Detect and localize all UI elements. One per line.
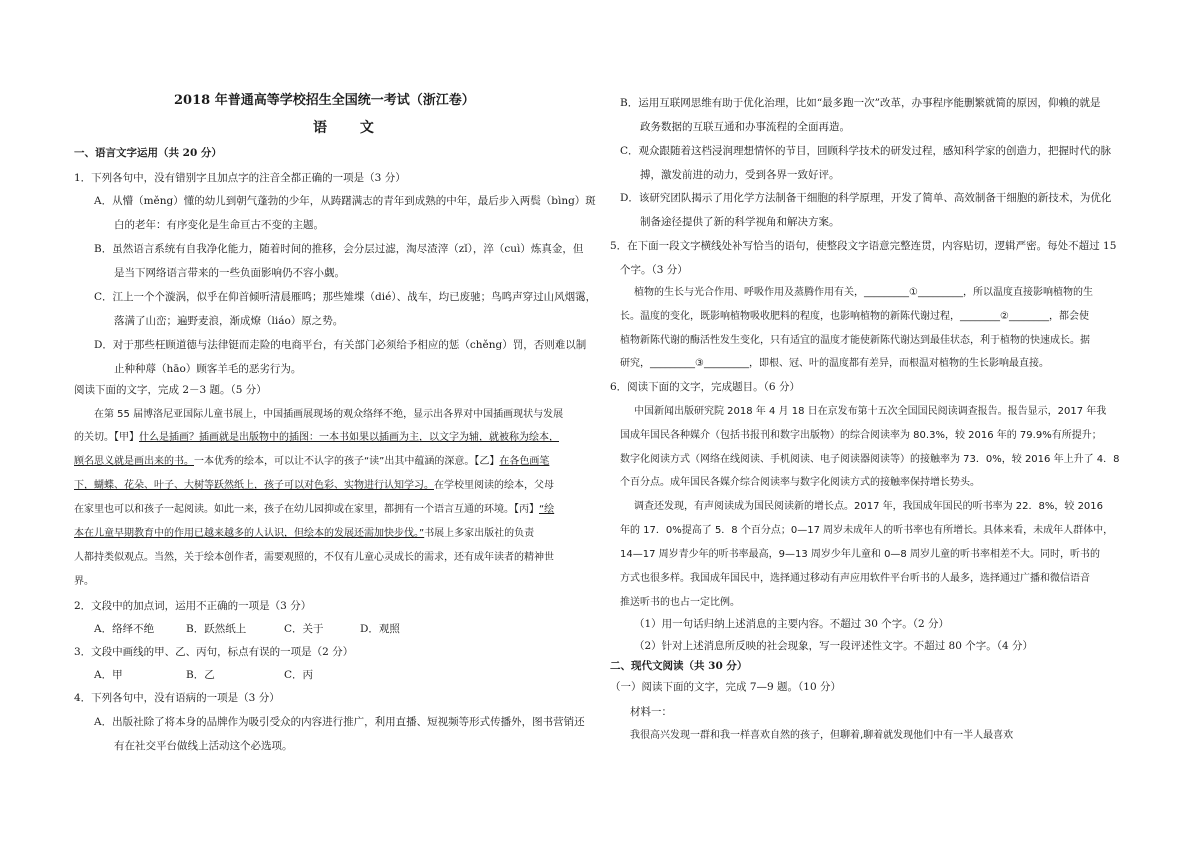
passage-text: 在学校里阅读的绘本，父母 (434, 480, 554, 491)
q5-passage-line-1 (634, 286, 1093, 300)
part-1-instructions: （一）阅读下面的文字，完成 7—9 题。（10 分） (610, 681, 841, 693)
q3-option-c: C．丙 (284, 669, 314, 681)
q5-text: ，都会使 (1048, 311, 1089, 322)
q5-passage-line-3: 植物新陈代谢的酶活性发生变化，只有适宜的温度才能使新陈代谢达到最佳状态，利于植物的快速成长。据 (620, 335, 1090, 346)
material-1-line-1: 我很高兴发现一群和我一样喜欢自然的孩子，但聊着,聊着就发现他们中有一半人最喜欢 (630, 730, 1014, 741)
q6-passage-line-5: 调查还发现，有声阅读成为国民阅读新的增长点。2017 年，我国成年国民的听书率为 22．8%，较 2016 (634, 501, 1104, 512)
q5-stem-line2: 个字。（3 分） (620, 264, 688, 276)
q6-passage-line-1: 中国新闻出版研究院 2018 年 4 月 18 日在京发布第十五次全国国民阅读调查报告。报告显示，2017 年我 (634, 406, 1107, 417)
q2-option-a: A．络绎不绝 (94, 623, 155, 635)
q1-stem: 1．下列各句中，没有错别字且加点字的注音全都正确的一项是（3 分） (74, 172, 406, 184)
section-2-heading: 二、现代文阅读（共 30 分） (610, 660, 748, 672)
q6-passage-line-3: 数字化阅读方式（网络在线阅读、手机阅读、电子阅读器阅读等）的接触率为 73．0%，较 2016 年上升了 4．8 (620, 454, 1120, 465)
reading-intro: 阅读下面的文字，完成 2－3 题。（5 分） (74, 384, 267, 396)
q6-passage-line-8: 方式也很多样。我国成年国民中，选择通过移动有声应用软件平台听书的人最多，选择通过广播和微信语音 (620, 573, 1090, 584)
q1-option-b-line1: B．虽然语言系统有自我净化能力，随着时间的推移，会分层过滤，淘尽渣滓（zǐ），淬（cuì）炼真金，但 (94, 243, 584, 255)
q5-text: 长。温度的变化，既影响植物吸收肥料的程度，也影响植物的新陈代谢过程， (620, 311, 960, 322)
q6-stem: 6．阅读下面的文字，完成题目。（6 分） (610, 381, 800, 393)
underlined-sentence-yi-end: 下，蝴蝶、花朵、叶子、大树等跃然纸上，孩子可以对色彩、实物进行认知学习。 (74, 480, 434, 491)
q5-text: ，所以温度直接影响植物的生 (962, 287, 1093, 298)
q5-text: 植物的生长与光合作用、呼吸作用及蒸腾作用有关， (634, 287, 864, 298)
passage-text: 一本优秀的绘本，可以让不认字的孩子“读”出其中蕴涵的深意。【乙】 (194, 456, 500, 467)
q6-passage-line-2: 国成年国民各种媒介（包括书报刊和数字出版物）的综合阅读率为 80.3%，较 2016 年的 79.9%有所提升； (620, 430, 1102, 441)
answer-blank-1[interactable]: _________①_________ (864, 287, 963, 298)
q4-option-c-line2: 搏，激发前进的动力，受到各界一致好评。 (640, 169, 840, 181)
q5-stem-line1: 5．在下面一段文字横线处补写恰当的语句，使整段文字语意完整连贯，内容贴切，逻辑严密。每处不超过 15 (610, 240, 1117, 252)
q1-option-a-line2: 白的老年：有序变化是生命亘古不变的主题。 (114, 219, 324, 231)
q2-option-c: C．关于 (284, 623, 324, 635)
passage-line-1: 在第 55 届博洛尼亚国际儿童书展上，中国插画展现场的观众络绎不绝，显示出各界对中国插画现状与发展 (94, 409, 564, 420)
exam-title: 2018 年普通高等学校招生全国统一考试（浙江卷） (174, 93, 475, 108)
passage-line-5 (74, 503, 554, 517)
q5-passage-line-4 (620, 357, 1049, 371)
passage-line-4 (74, 479, 554, 493)
underlined-sentence-jia-end: 顾名思义就是画出来的书。 (74, 456, 194, 467)
q6-passage-line-6: 年的 17．0%提高了 5．8 个百分点；0—17 周岁未成年人的听书率也有所增长。具体来看，未成年人群体中， (620, 525, 1114, 536)
passage-line-2 (74, 431, 559, 445)
passage-line-3 (74, 455, 549, 469)
answer-blank-2[interactable]: ________②________ (960, 311, 1049, 322)
q2-option-b: B．跃然纸上 (186, 623, 247, 635)
q6-subquestion-1: （1）用一句话归纳上述消息的主要内容。不超过 30 个字。（2 分） (634, 618, 949, 630)
underlined-sentence-yi: 在各色画笔 (499, 456, 550, 467)
passage-text: 的关切。【甲】 (74, 432, 139, 443)
q2-stem: 2．文段中的加点词，运用不正确的一项是（3 分） (74, 600, 312, 612)
passage-line-8: 界。 (74, 576, 94, 587)
q3-option-b: B．乙 (186, 669, 215, 681)
underlined-sentence-bing-end: 本在儿童早期教育中的作用已越来越多的人认识，但绘本的发展还需加快步伐。” (74, 528, 425, 539)
q1-option-b-line2: 是当下网络语言带来的一些负面影响仍不容小觑。 (114, 267, 345, 279)
q4-option-b-line1: B．运用互联网思维有助于优化治理，比如“最多跑一次”改革，办事程序能删繁就简的原因，仰赖的就是 (620, 97, 1101, 109)
q4-option-c-line1: C．观众跟随着这档浸润理想情怀的节目，回顾科学技术的研发过程，感知科学家的创造力，把握时代的脉 (620, 145, 1112, 157)
q4-option-b-line2: 政务数据的互联互通和办事流程的全面再造。 (640, 121, 850, 133)
q5-passage-line-2 (620, 310, 1089, 324)
q4-stem: 4．下列各句中，没有语病的一项是（3 分） (74, 692, 280, 704)
section-1-heading: 一、语言文字运用（共 20 分） (74, 147, 222, 159)
q6-passage-line-9: 推送听书的也占一定比例。 (620, 597, 740, 608)
q3-option-a: A．甲 (94, 669, 123, 681)
q1-option-d-line1: D．对于那些枉顾道德与法律铤而走险的电商平台，有关部门必须给予相应的惩（chěng）罚，否则难以制 (94, 339, 587, 351)
q6-subquestion-2: （2）针对上述消息所反映的社会现象，写一段评述性文字。不超过 80 个字。（4 分） (634, 640, 1033, 652)
underlined-sentence-jia: 什么是插画？插画就是出版物中的插图：一本书如果以插画为主，以文字为辅，就被称为绘本， (139, 432, 559, 443)
underlined-sentence-bing: “绘 (539, 504, 555, 515)
q6-passage-line-4: 个百分点。成年国民各媒介综合阅读率与数字化阅读方式的接触率保持增长势头。 (620, 477, 980, 488)
q1-option-a-line1: A．从懵（měng）懂的幼儿到朝气蓬勃的少年，从踌躇满志的青年到成熟的中年，最后步入两鬓（bìng）斑 (94, 195, 596, 207)
q6-passage-line-7: 14—17 周岁青少年的听书率最高，9—13 周岁少年儿童和 0—8 周岁儿童的听书率相差不大。同时，听书的 (620, 549, 1100, 560)
passage-line-6 (74, 527, 534, 541)
material-1-label: 材料一： (630, 706, 672, 718)
passage-line-7: 人都持类似观点。当然，关于绘本创作者，需要观照的，不仅有儿童心灵成长的需求，还有成年读者的精神世 (74, 552, 554, 563)
q3-stem: 3．文段中画线的甲、乙、丙句，标点有误的一项是（2 分） (74, 646, 354, 658)
subject-title: 语 文 (313, 120, 388, 136)
q4-option-d-line2: 制备途径提供了新的科学视角和解决方案。 (640, 216, 840, 228)
q1-option-c-line1: C．江上一个个漩涡，似乎在仰首倾听清晨雁鸣；那些雉堞（dié）、战车，均已废驰；鸟鸣声穿过山风烟霭， (94, 291, 597, 303)
q2-option-d: D．观照 (360, 623, 400, 635)
q4-option-d-line1: D．该研究团队揭示了用化学方法制备干细胞的科学原理，开发了简单、高效制备干细胞的新技术，为优化 (620, 192, 1112, 204)
q1-option-d-line2: 止种种蓐（hāo）顾客羊毛的恶劣行为。 (114, 363, 302, 375)
q5-text: ，即根、冠、叶的温度都有差异，而根温对植物的生长影响最直接。 (748, 358, 1049, 369)
q4-option-a-line2: 有在社交平台做线上活动这个必选项。 (114, 740, 293, 752)
passage-text: 在家里也可以和孩子一起阅读。如此一来，孩子在幼儿园抑或在家里，都拥有一个语言互通的环境。【丙】 (74, 504, 539, 515)
answer-blank-3[interactable]: _________③_________ (650, 358, 749, 369)
q4-option-a-line1: A．出版社除了将本身的品牌作为吸引受众的内容进行推广，利用直播、短视频等形式传播外，图书营销还 (94, 716, 585, 728)
q5-text: 研究， (620, 358, 650, 369)
q1-option-c-line2: 落满了山峦；遍野麦浪，渐成燎（liáo）原之势。 (114, 315, 344, 327)
passage-text: 书展上多家出版社的负责 (424, 528, 535, 539)
